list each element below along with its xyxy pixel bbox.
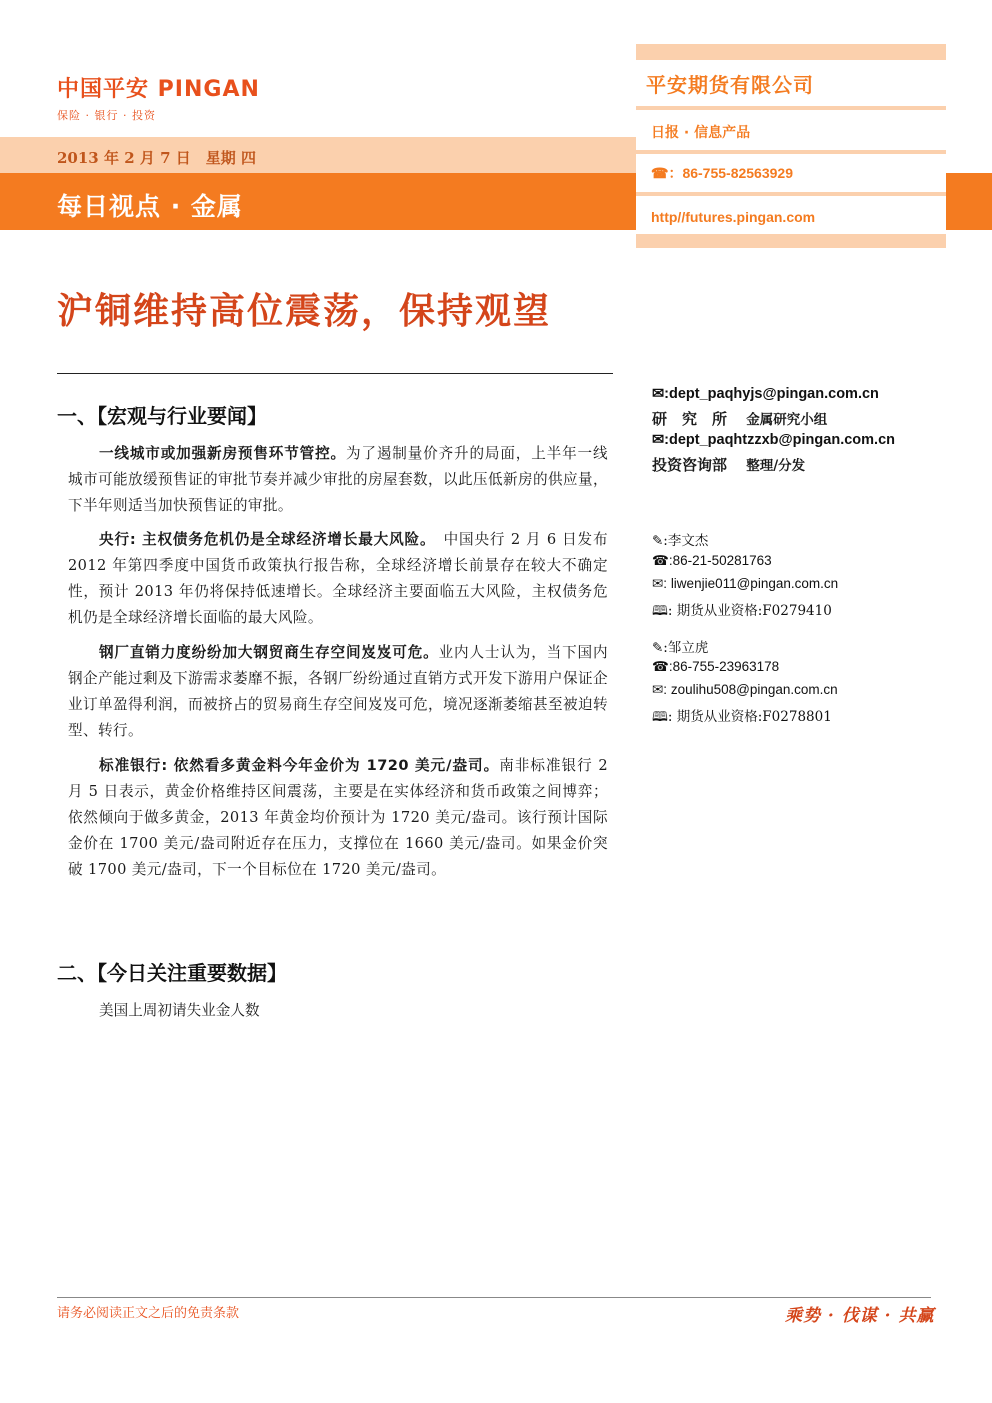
data-item: 美国上周初请失业金人数 xyxy=(99,1002,260,1019)
footer-divider xyxy=(57,1297,931,1298)
research-label: 研 究 所 xyxy=(652,410,728,428)
news-lead: 央行: 主权债务危机仍是全球经济增长最大风险。 xyxy=(99,531,429,548)
news-body: 中国央行 2 月 6 日发布 2012 年第四季度中国货币政策执行报告称，全球经济增长前景存在较大不确定性，预计 2013 年仍将保持低速增长。全球经济主要面临五大风险，主权债务危机仍是全球经济增长面临的最大风险。 xyxy=(68,531,608,626)
right-panel-bar xyxy=(636,234,946,248)
right-panel-divider xyxy=(636,106,946,110)
logo-text: 中国平安 PINGAN xyxy=(57,77,260,102)
news-body: 南非标准银行 2 月 5 日表示，黄金价格维持区间震荡，主要是在实体经济和货币政策之间博弈；依然倾向于做多黄金，2013 年黄金均价预计为 1720 美元/盎司。该行预计国际金价在 1700 美元/盎司附近存在压力，支撑位在 1660 美元/盎司。如果金价突破 1700 美元/盎司，下一个目标位在 1720 美元/盎司。 xyxy=(68,757,609,878)
advisory-value: 整理/分发 xyxy=(746,458,806,474)
analyst-phone: ☎:86-755-23963178 xyxy=(652,659,780,674)
right-panel-divider xyxy=(636,192,946,196)
disclaimer-link[interactable]: 请务必阅读正文之后的免责条款 xyxy=(57,1306,240,1321)
right-panel-divider xyxy=(636,150,946,154)
news-paragraph xyxy=(68,527,608,631)
section-band-edge xyxy=(946,173,992,230)
news-lead: 钢厂直销力度纷纷加大钢贸商生存空间岌岌可危。 xyxy=(99,644,439,661)
research-dept xyxy=(652,408,827,429)
section-heading: 二、【今日关注重要数据】 xyxy=(57,961,287,985)
advisory-dept xyxy=(652,454,805,475)
analyst-phone: ☎:86-21-50281763 xyxy=(652,553,772,568)
report-date: 2013 年 2 月 7 日 星期 四 xyxy=(57,149,256,167)
research-value: 金属研究小组 xyxy=(746,412,828,428)
report-type: 日报 · 信息产品 xyxy=(651,125,751,141)
analyst-email[interactable]: ✉: zoulihu508@pingan.com.cn xyxy=(652,682,838,697)
pingan-logo xyxy=(57,72,260,123)
company-name: 平安期货有限公司 xyxy=(646,73,814,97)
title-divider xyxy=(57,373,613,374)
section-banner: 每日视点 · 金属 xyxy=(57,192,243,221)
analyst-license: 🕮: 期货从业资格:F0278801 xyxy=(652,709,832,725)
company-phone: ☎：86-755-82563929 xyxy=(651,165,793,181)
slogan: 乘势 · 伐谋 · 共赢 xyxy=(785,1306,935,1326)
analyst-email[interactable]: ✉: liwenjie011@pingan.com.cn xyxy=(652,576,839,591)
company-url[interactable]: http//futures.pingan.com xyxy=(651,209,816,225)
analyst-name: ✎:李文杰 xyxy=(652,533,709,549)
news-paragraph xyxy=(68,441,608,519)
news-paragraph xyxy=(68,640,608,744)
advisory-label: 投资咨询部 xyxy=(652,456,728,474)
advisory-email[interactable]: ✉:dept_paqhtzzxb@pingan.com.cn xyxy=(652,432,895,448)
news-body: 业内人士认为，当下国内钢企产能过剩及下游需求萎靡不振，各钢厂纷纷通过直销方式开发下游用户保证企业订单盈得利润，而被挤占的贸易商生存空间岌岌可危，境况逐渐萎缩甚至被迫转型、转行。 xyxy=(68,644,608,739)
news-paragraph xyxy=(68,753,608,883)
right-panel-bar xyxy=(636,44,946,60)
research-email[interactable]: ✉:dept_paqhyjs@pingan.com.cn xyxy=(652,386,879,402)
analyst-license: 🕮: 期货从业资格:F0279410 xyxy=(652,603,832,619)
analyst-name: ✎:邹立虎 xyxy=(652,640,709,656)
news-lead: 一线城市或加强新房预售环节管控。 xyxy=(99,445,346,462)
report-title: 沪铜维持高位震荡，保持观望 xyxy=(57,291,552,332)
section-heading: 一、【宏观与行业要闻】 xyxy=(57,404,267,428)
logo-subtitle: 保险 · 银行 · 投资 xyxy=(57,109,156,122)
news-lead: 标准银行: 依然看多黄金料今年金价为 1720 美元/盎司。 xyxy=(99,757,500,774)
news-body: 为了遏制量价齐升的局面，上半年一线城市可能放缓预售证的审批节奏并减少审批的房屋套数，以此压低新房的供应量，下半年则适当加快预售证的审批。 xyxy=(68,445,608,514)
